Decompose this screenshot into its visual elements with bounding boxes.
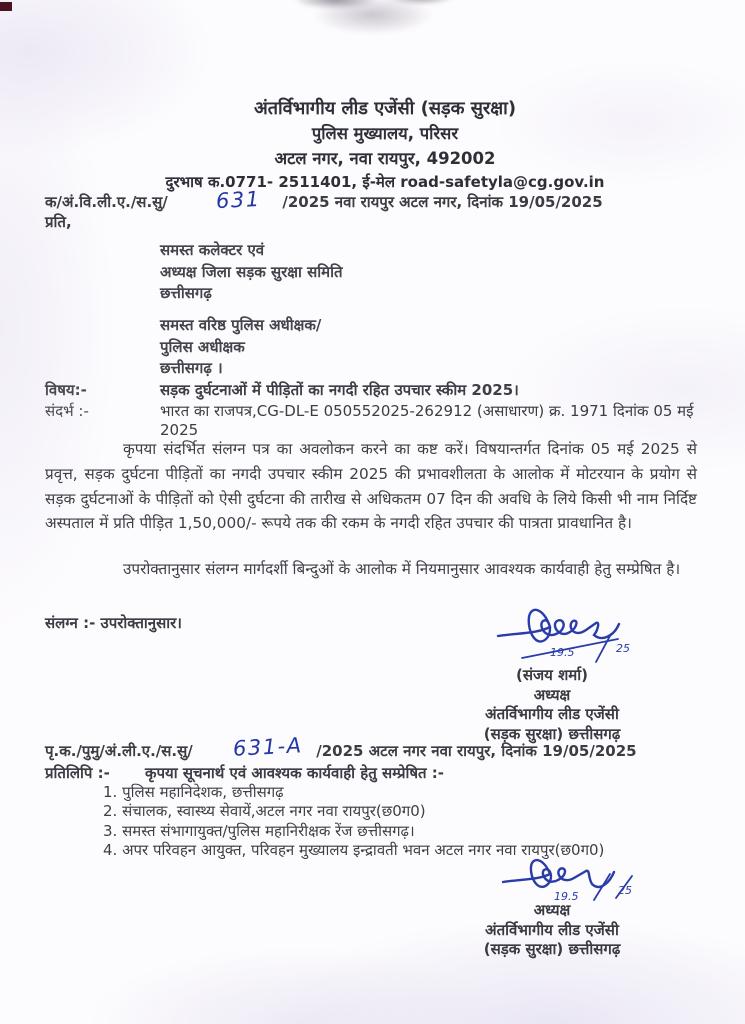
agency-name: अंतर्विभागीय लीड एजेंसी (सड़क सुरक्षा) bbox=[253, 98, 517, 119]
reference-doc-text: भारत का राजपत्र,CG-DL-E 050552025-262912 (असाधारण) क्र. 1971 दिनांक 05 मई 2025 bbox=[160, 402, 694, 439]
addressee-line: छत्तीसगढ़ । bbox=[160, 359, 223, 377]
addressee-line: समस्त कलेक्टर एवं bbox=[160, 241, 265, 259]
copy-to-text: कृपया सूचनार्थ एवं आवश्यक कार्यवाही हेतु सम्प्रेषित :- bbox=[145, 764, 445, 782]
letterhead bbox=[55, 96, 715, 193]
signature-date-2: 19.5 bbox=[554, 890, 579, 903]
office-address: अटल नगर, नवा रायपुर, 492002 bbox=[274, 149, 496, 168]
signatory-title: अध्यक्ष bbox=[533, 901, 571, 919]
reference-doc-row bbox=[45, 401, 695, 439]
scan-smudge-artifact bbox=[278, 0, 468, 34]
endorsement-prefix: पृ.क./पुमु/अं.ली.ए./स.सु/ bbox=[45, 742, 193, 760]
copy-item: 1. पुलिस महानिदेशक, छत्तीसगढ़ bbox=[103, 783, 284, 801]
reference-doc-label: संदर्भ :- bbox=[45, 402, 89, 420]
subject-row bbox=[45, 380, 695, 400]
endorsement-suffix-date: /2025 अटल नगर नवा रायपुर, दिनांक 19/05/2025 bbox=[316, 742, 637, 760]
signatory-block-2 bbox=[462, 901, 642, 960]
signature-year-2: 25 bbox=[618, 884, 632, 897]
corner-mark-artifact bbox=[0, 2, 12, 11]
subject-label: विषय:- bbox=[45, 381, 87, 399]
handwritten-endorsement-number: 631-A bbox=[232, 733, 303, 761]
addressee-line: पुलिस अधीक्षक bbox=[160, 337, 245, 356]
copy-to-row bbox=[45, 763, 695, 783]
handwritten-letter-number: 631 bbox=[215, 186, 261, 214]
addressee-block-1 bbox=[160, 240, 343, 305]
enclosure-line: संलग्न :- उपरोक्तानुसार। bbox=[45, 614, 182, 632]
addressee-line: छत्तीसगढ़ bbox=[160, 284, 212, 302]
signatory-org-line2: (सड़क सुरक्षा) छत्तीसगढ़ bbox=[483, 724, 621, 743]
copy-item: 2. संचालक, स्वास्थ्य सेवायें,अटल नगर नवा रायपुर(छ0ग0) bbox=[103, 802, 426, 821]
addressee-line: अध्यक्ष जिला सड़क सुरक्षा समिति bbox=[160, 262, 343, 281]
copy-item: 4. अपर परिवहन आयुक्त, परिवहन मुख्यालय इन्द्रावती भवन अटल नगर नवा रायपुर(छ0ग0) bbox=[103, 840, 605, 859]
copy-item: 3. समस्त संभागायुक्त/पुलिस महानिरीक्षक रेंज छत्तीसगढ़। bbox=[103, 821, 415, 840]
signatory-org-line1: अंतर्विभागीय लीड एजेंसी bbox=[485, 705, 619, 723]
body-paragraph-2: उपरोक्तानुसार संलग्न मार्गदर्शी बिन्दुओं के आलोक में नियमानुसार आवश्यक कार्यवाही हेतु सम्प्रेषित है। bbox=[123, 560, 681, 578]
signature-ink-1 bbox=[492, 594, 670, 672]
signatory-block-1 bbox=[462, 666, 642, 744]
addressee-block-2 bbox=[160, 315, 321, 380]
reference-suffix-date: /2025 नवा रायपुर अटल नगर, दिनांक 19/05/2025 bbox=[282, 193, 603, 211]
copy-to-label: प्रतिलिपि :- bbox=[45, 764, 110, 782]
signatory-title: अध्यक्ष bbox=[533, 685, 571, 704]
signatory-name: (संजय शर्मा) bbox=[516, 666, 588, 684]
reference-prefix: क/अं.वि.ली.ए./स.सु/ bbox=[45, 193, 168, 211]
phone-email-line: दुरभाष क.0771- 2511401, ई-मेल road-safetyla@cg.gov.in bbox=[165, 173, 605, 191]
body-paragraph-1: कृपया संदर्भित संलग्न पत्र का अवलोकन करने का कष्ट करें। विषयान्तर्गत दिनांक 05 मई 2025 से प्रवृत्त, सड़क दुर्घटना पीड़ितों का नगदी उपचार स्कीम 2025 की प्रभावशीलता के आलोक में मोटरयान के प्रयोग से सड़क दुर्घटनाओं के पीड़ितों को ऐसी दुर्घटना की तारीख से अधिकतम 07 दिन की अवधि के लिये किसी भी नाम निर्दिष्ट अस्पताल में प्रति पीड़ित 1,50,000/- रूपये तक की रकम के नगदी रहित उपचार की पात्रता प्रावधानित है। bbox=[45, 440, 697, 533]
addressee-line: समस्त वरिष्ठ पुलिस अधीक्षक/ bbox=[160, 316, 322, 334]
signatory-org-line1: अंतर्विभागीय लीड एजेंसी bbox=[485, 920, 619, 939]
signature-date-1: 19.5 bbox=[550, 646, 575, 659]
signature-year-1: 25 bbox=[616, 642, 630, 655]
signatory-org-line2: (सड़क सुरक्षा) छत्तीसगढ़ bbox=[483, 940, 621, 958]
salutation: प्रति, bbox=[45, 213, 72, 231]
subject-text: सड़क दुर्घटनाओं में पीड़ितों का नगदी रहित उपचार स्कीम 2025। bbox=[160, 381, 519, 399]
reference-number-line bbox=[45, 186, 695, 214]
office-name: पुलिस मुख्यालय, परिसर bbox=[311, 124, 459, 143]
